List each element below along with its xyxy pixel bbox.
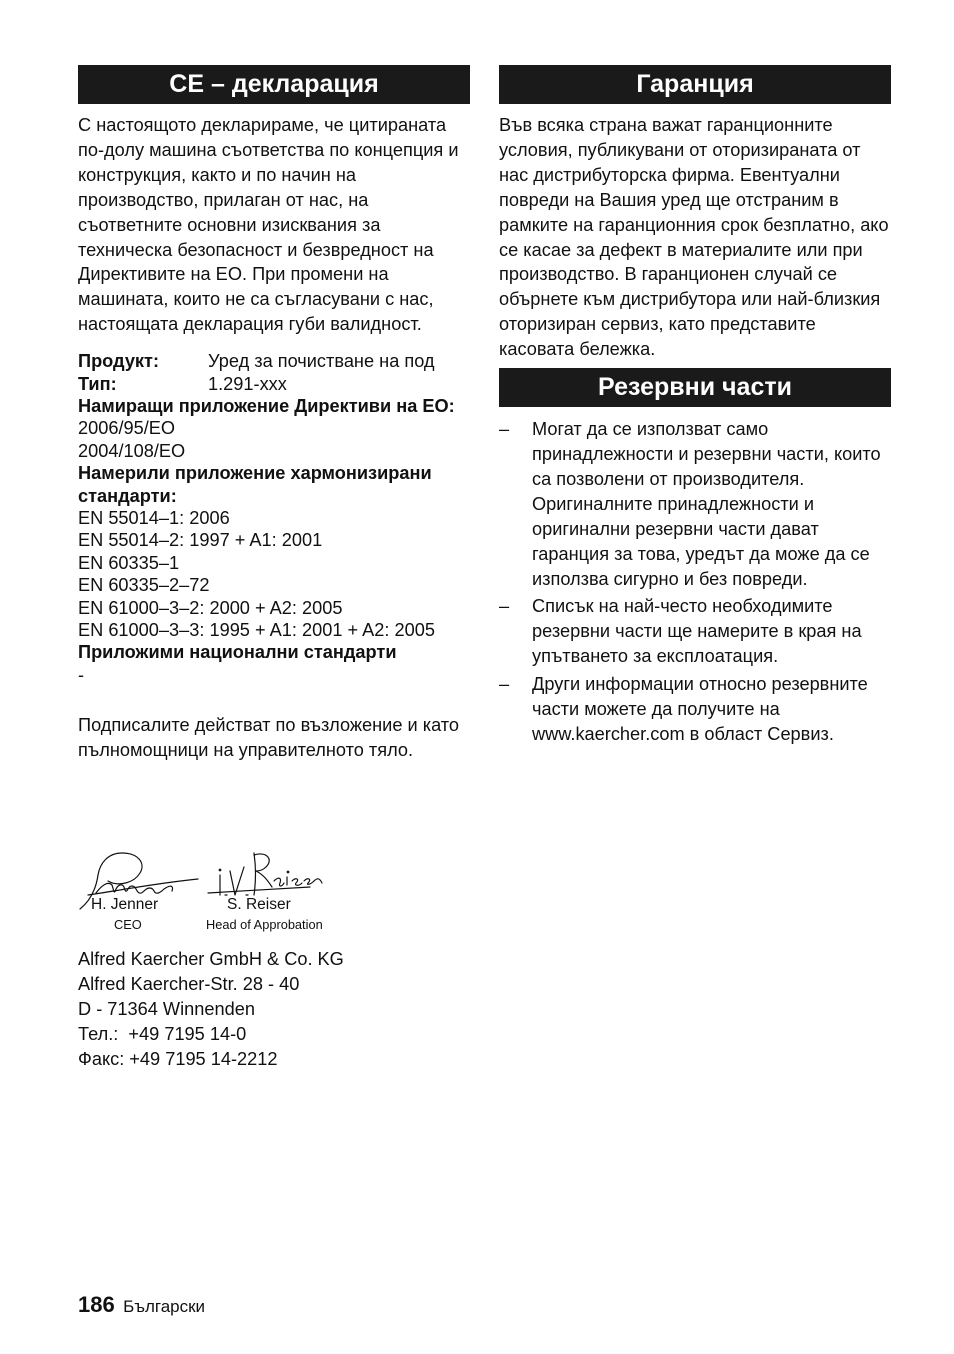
address-line: D - 71364 Winnenden <box>78 999 255 1019</box>
ce-intro-text: С настоящото декларираме, че цитираната по-долу машина съответства по концепция и конструкция, както и по начин на производство, прилаган от нас, на съответните основни изисквания за техническа безопасност и безвредност на Директивите на ЕО. При промени на машината, които не са съгласувани с нас, настоящата декларация губи валидност. <box>78 115 459 335</box>
list-item-text: Други информации относно резервните части можете да получите на www.kaercher.com в област Сервиз. <box>532 674 868 744</box>
list-item-text: Могат да се използват само принадлежности и резервни части, които са позволени от производителя. Оригиналните принадлежности и оригинални резервни части дават гаранция за това, уредът да може да се използва сигурно и без повреди. <box>532 419 881 589</box>
page-number: 186 <box>78 1292 115 1317</box>
company-address <box>78 947 344 1072</box>
address-line: Тел.: +49 7195 14-0 <box>78 1024 247 1044</box>
standard-item: EN 55014–2: 1997 + A1: 2001 <box>78 530 323 551</box>
warranty-parts-column <box>499 65 891 747</box>
standard-item: EN 60335–2–72 <box>78 575 210 596</box>
signer2-title: Head of Approbation <box>206 917 323 932</box>
national-standards-value: - <box>78 664 85 685</box>
product-value: Уред за почистване на под <box>208 351 435 372</box>
list-item <box>499 594 891 669</box>
dash-bullet: – <box>499 674 510 695</box>
directive-item: 2006/95/ЕО <box>78 418 176 439</box>
ce-declaration-heading: CE – декларация <box>78 65 470 104</box>
standard-item: EN 60335–1 <box>78 552 180 573</box>
ce-declaration-column <box>78 65 470 763</box>
page-footer <box>78 1292 205 1318</box>
standard-item: EN 61000–3–2: 2000 + A2: 2005 <box>78 597 343 618</box>
type-label: Тип: <box>78 373 117 394</box>
signer1-title: CEO <box>114 917 142 932</box>
standard-item: EN 55014–1: 2006 <box>78 508 230 528</box>
address-line: Факс: +49 7195 14-2212 <box>78 1049 278 1069</box>
type-value: 1.291-xxx <box>208 373 287 394</box>
signer1-name: H. Jenner <box>91 896 159 913</box>
warranty-heading: Гаранция <box>499 65 891 104</box>
directives-heading: Намиращи приложение Директиви на ЕО: <box>78 395 455 416</box>
product-label: Продукт: <box>78 351 160 372</box>
list-item-text: Списък на най-често необходимите резервни части ще намерите в края на упътването за експлоатация. <box>532 596 862 667</box>
national-standards-heading: Приложими национални стандарти <box>78 642 397 663</box>
spare-parts-list <box>499 417 891 747</box>
dash-bullet: – <box>499 596 510 617</box>
address-line: Alfred Kaercher-Str. 28 - 40 <box>78 974 300 994</box>
list-item <box>499 672 891 747</box>
spare-parts-heading: Резервни части <box>499 368 891 407</box>
address-line: Alfred Kaercher GmbH & Co. KG <box>78 949 344 969</box>
dash-bullet: – <box>499 419 510 440</box>
signatories-text: Подписалите действат по възложение и като пълномощници на управителното тяло. <box>78 715 460 761</box>
directive-item: 2004/108/ЕО <box>78 440 186 461</box>
type-row <box>78 373 470 395</box>
signer2-name: S. Reiser <box>227 896 291 913</box>
warranty-text: Във всяка страна важат гаранционните условия, публикувани от оторизираната от нас дистрибуторска фирма. Евентуални повреди на Вашия уред ще отстраним в рамките на гаранционния срок безплатно, ако се касае за дефект в материалите или при производство. В гаранционен случай се обърнете към дистрибутора или най-близкия оторизиран сервиз, като представите касовата бележка. <box>499 115 889 360</box>
footer-language: Български <box>123 1297 206 1316</box>
signatures-block <box>78 845 358 940</box>
list-item <box>499 417 891 591</box>
standard-item: EN 61000–3–3: 1995 + A1: 2001 + A2: 2005 <box>78 620 435 641</box>
product-row <box>78 350 470 372</box>
product-specification <box>78 350 470 686</box>
standards-heading: Намерили приложение хармонизирани стандарти: <box>78 463 432 506</box>
